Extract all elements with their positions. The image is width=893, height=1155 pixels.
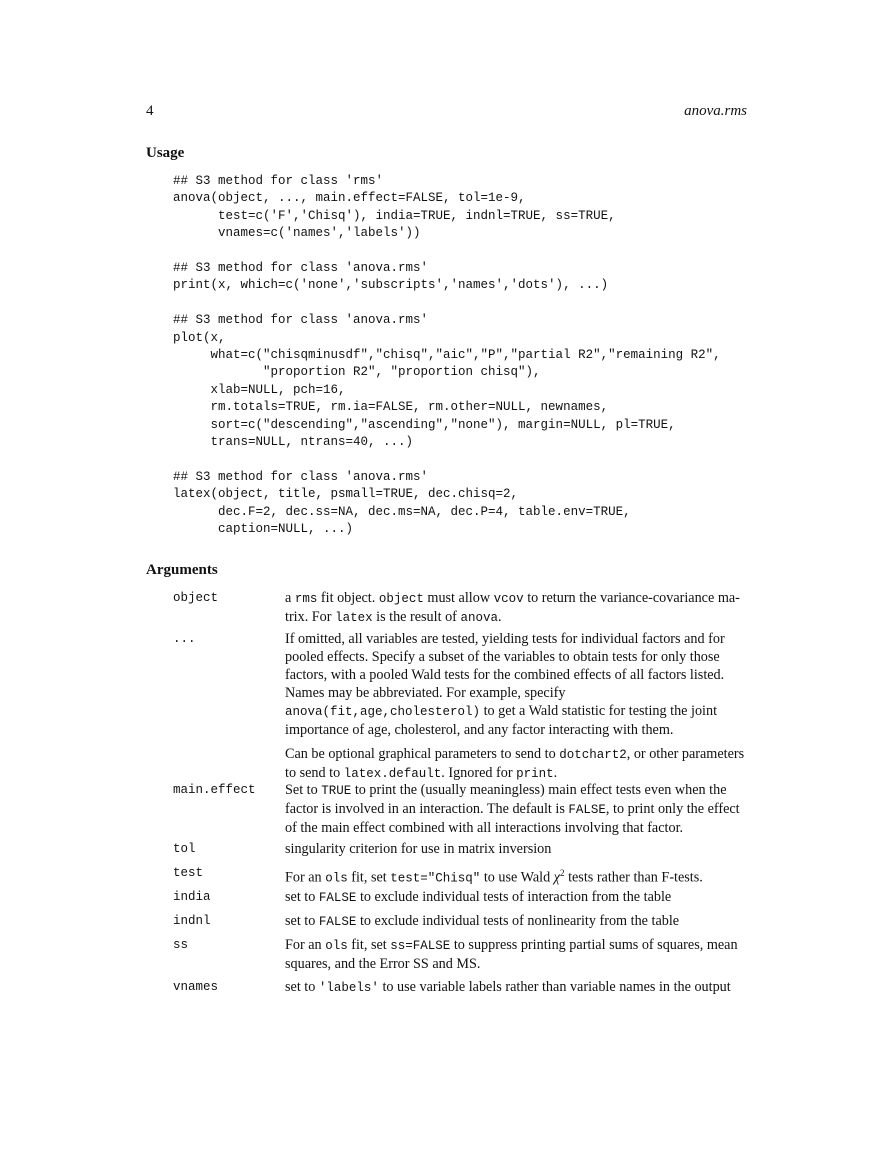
argument-name: ... bbox=[173, 632, 196, 646]
usage-code-block: ## S3 method for class 'rms' anova(object, ..., main.effect=FALSE, tol=1e-9, test=c('F','Chisq'), india=TRUE, indnl=TRUE, ss=TRUE, vnames=c('names','labels')) ## S3 method for class 'anova.rms' print(x, which=c('none','subscripts','names','dots'), ...) ## S3 method for class 'anova.rms' plot(x, what=c("chisqminusdf","chisq","aic","P","partial R2","remaining R2", "proportion R2", "proportion chisq"), xlab=NULL, pch=16, rm.totals=TRUE, rm.ia=FALSE, rm.other=NULL, newnames, sort=c("descending","ascending","none"), margin=NULL, pl=TRUE, trans=NULL, ntrans=40, ...) ## S3 method for class 'anova.rms' latex(object, title, psmall=TRUE, dec.chisq=2, dec.F=2, dec.ss=NA, dec.ms=NA, dec.P=4, table.env=TRUE, caption=NULL, ...) bbox=[173, 174, 721, 537]
argument-description: set to FALSE to exclude individual tests of interaction from the table bbox=[285, 889, 672, 905]
argument-description: set to FALSE to exclude individual tests of nonlinearity from the table bbox=[285, 913, 680, 929]
page-header bbox=[146, 103, 747, 123]
argument-description: a rms fit object. object must allow vcov to return the variance-covariance ma-trix. For latex is the result of anova. bbox=[285, 590, 740, 625]
page-number: 4 bbox=[146, 103, 154, 119]
argument-description: Set to TRUE to print the (usually meaningless) main effect tests even when the factor is involved in an interaction. The default is FALSE, to print only the effect of the main effect combined with all interactions involving that factor. bbox=[285, 782, 740, 836]
argument-name: vnames bbox=[173, 980, 219, 994]
argument-description: For an ols fit, set test="Chisq" to use Wald $\chi^2$ tests rather than F-tests. bbox=[285, 868, 703, 886]
page-name: anova.rms bbox=[684, 103, 747, 119]
usage-heading: Usage bbox=[146, 145, 185, 161]
argument-name: indnl bbox=[173, 914, 211, 928]
argument-name: object bbox=[173, 591, 219, 605]
argument-name: test bbox=[173, 866, 204, 880]
argument-name: tol bbox=[173, 842, 196, 856]
argument-name: main.effect bbox=[173, 783, 256, 797]
arguments-heading: Arguments bbox=[146, 562, 218, 578]
argument-description: If omitted, all variables are tested, yielding tests for individual factors and for pooled effects. Specify a subset of the variables to obtain tests for only those factors, with a pooled Wald tests for the combined effects of all factors listed. Names may be abbreviated. For example, specify anova(fit,age,cholesterol) to get a Wald statistic for testing the joint importance of age, cholesterol, and any factor interacting with them. Can be optional graphical parameters to send to dotchart2, or other parameters to send to latex.default. Ignored for print. bbox=[285, 631, 745, 781]
argument-description: For an ols fit, set ss=FALSE to suppress printing partial sums of squares, mean squares, and the Error SS and MS. bbox=[285, 937, 738, 972]
argument-name: india bbox=[173, 890, 211, 904]
argument-description: set to 'labels' to use variable labels rather than variable names in the output bbox=[285, 979, 731, 995]
argument-name: ss bbox=[173, 938, 189, 952]
argument-description: singularity criterion for use in matrix inversion bbox=[285, 841, 552, 857]
